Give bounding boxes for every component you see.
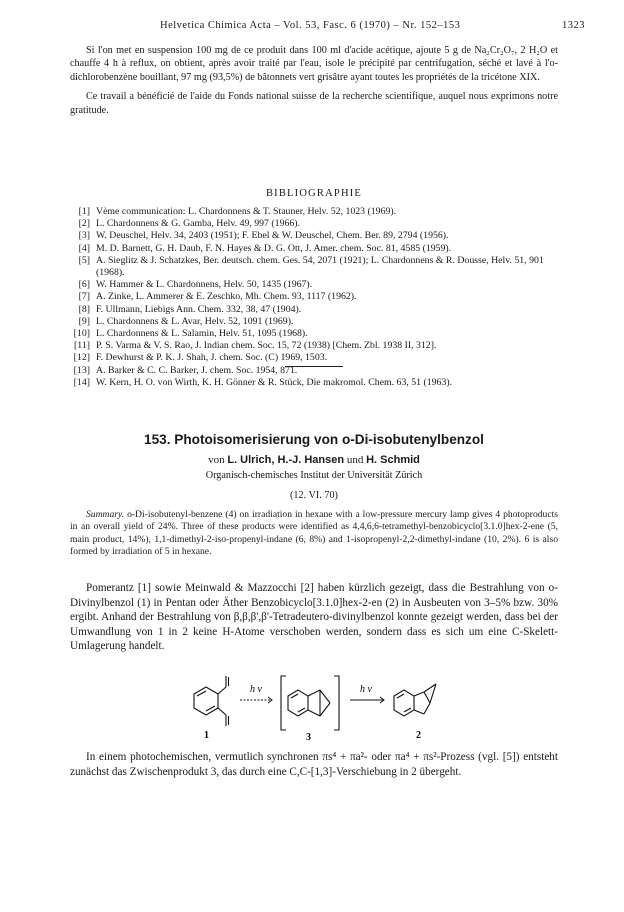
arrow-2 xyxy=(350,697,384,703)
arrow-1 xyxy=(240,697,272,703)
reference-list xyxy=(70,206,565,389)
reference-text: W. Deuschel, Helv. 34, 2403 (1951); F. Ebel & W. Deuschel, Chem. Ber. 89, 2794 (1956). xyxy=(96,230,449,242)
body-paragraph-1: Pomerantz [1] sowie Meinwald & Mazzocchi [2] haben kürzlich gezeigt, dass die Bestrahlung von o-Divinylbenzol (1) in Pentan oder Äther Benzobicyclo[3.1.0]hex-2-en (2) in Ausbeuten von 3–5% bzw. 30% ergibt. Anhand der Bestrahlung von β,β,β',β'-Tetradeutero-divinylbenzol konnte gezeigt werden, dass bei der Umwandlung von 1 in 2 keine H-Atome verschoben werden, sondern dass es sich um eine C-Skelett-Umlagerung handelt. xyxy=(70,582,558,653)
reference-text: P. S. Varma & V. S. Rao, J. Indian chem. Soc. 15, 72 (1938) [Chem. Zbl. 1938 II, 312]. xyxy=(96,340,437,352)
summary-label: Summary. xyxy=(86,509,125,520)
article-title: 153. Photoisomerisierung von o-Di-isobutenylbenzol xyxy=(144,432,484,447)
reference-item xyxy=(70,230,565,242)
reference-text: A. Barker & C. C. Barker, J. chem. Soc. 1954, 871. xyxy=(96,364,298,376)
reference-number: [9] xyxy=(78,315,90,327)
reference-number: [12] xyxy=(73,352,90,364)
reference-item xyxy=(70,279,565,291)
body-paragraph-1-block xyxy=(70,581,558,654)
structure-1 xyxy=(194,676,229,726)
reference-number: [14] xyxy=(73,376,90,388)
body-paragraph-2-block xyxy=(70,750,558,779)
reference-item xyxy=(70,340,565,352)
author-names-1: L. Ulrich, H.-J. Hansen xyxy=(227,454,345,466)
reference-text: W. Hammer & L. Chardonnens, Helv. 50, 1435 (1967). xyxy=(96,279,313,291)
reference-item xyxy=(70,218,565,230)
reference-item xyxy=(70,206,565,218)
reference-item xyxy=(70,304,565,316)
summary xyxy=(70,509,558,559)
reference-number: [1] xyxy=(78,206,90,217)
reference-item xyxy=(70,243,565,255)
reference-text: F. Dewhurst & P. K. J. Shah, J. chem. Soc. (C) 1969, 1503. xyxy=(96,352,328,364)
institute: Organisch-chemisches Institut der Universität Zürich xyxy=(205,470,423,481)
reference-item xyxy=(70,255,565,279)
journal-name: Helvetica Chimica Acta – Vol. 53, Fasc. 6 (1970) – Nr. 152–153 xyxy=(160,20,461,31)
structure-3 xyxy=(281,676,339,730)
reference-text: L. Chardonnens & L. Salamin, Helv. 51, 1095 (1968). xyxy=(96,328,308,340)
summary-text: o-Di-isobutenyl-benzene (4) on irradiation in hexane with a low-pressure mercury lamp gives 4 photoproducts in an overall yield of 24%. Three of these products were identified as 4,4,6,6-tetramethyl-benzobicyclo[3.1.0]hex-2-ene (5, main product, 14%), 1,1-dimethyl-2-iso-propenyl-indane (6, 8%) and 1-isopropenyl-2,2-dimethyl-indane (10, 2%). 6 is also formed by irradiation of 5 in hexane. xyxy=(70,509,558,558)
reference-item xyxy=(70,377,565,389)
reference-number: [7] xyxy=(78,291,90,303)
compound-1-label: 1 xyxy=(204,730,209,741)
arrow-2-label: h ν xyxy=(360,684,372,695)
reference-item xyxy=(70,328,565,340)
reference-number: [13] xyxy=(73,364,90,376)
reference-text: L. Chardonnens & G. Gamba, Helv. 49, 997 (1966). xyxy=(96,218,300,230)
body-paragraph-2: In einem photochemischen, vermutlich synchronen πs⁴ + πa²- oder πa⁴ + πs²-Prozess (vgl. [5]) entsteht zunächst das Zwischenprodukt 3, das durch eine C,C-[1,3]-Verschiebung in 2 übergeht. xyxy=(70,751,558,778)
intro-paragraph-2: Ce travail a bénéficié de l'aide du Fonds national suisse de la recherche scientifique, auquel nous exprimons notre gratitude. xyxy=(70,91,558,116)
reaction-scheme xyxy=(180,668,450,746)
reference-text: W. Kern, H. O. von Wirth, K. H. Gönner & R. Stück, Die makromol. Chem. 63, 51 (1963). xyxy=(96,376,453,388)
reference-number: [8] xyxy=(78,303,90,315)
reference-text: Vème communication: L. Chardonnens & T. Stauner, Helv. 52, 1023 (1969). xyxy=(96,206,397,217)
bibliography-heading: BIBLIOGRAPHIE xyxy=(265,188,363,199)
authors-and: und xyxy=(346,454,364,466)
reference-text: L. Chardonnens & L. Avar, Helv. 52, 1091 (1969). xyxy=(96,315,294,327)
arrow-1-label: h ν xyxy=(250,684,262,695)
reference-number: [10] xyxy=(73,328,90,340)
author-names-2: H. Schmid xyxy=(366,454,420,466)
reference-text: A. Sieglitz & J. Schatzkes, Ber. deutsch. chem. Ges. 54, 2071 (1921); L. Chardonnens & R. Dousse, Helv. 51, 901 (1968). xyxy=(96,254,544,279)
structure-2 xyxy=(394,684,436,716)
intro-section xyxy=(70,44,558,117)
reference-number: [11] xyxy=(74,340,90,352)
reference-item xyxy=(70,352,565,364)
reference-number: [2] xyxy=(78,218,90,230)
reference-text: F. Ullmann, Liebigs Ann. Chem. 332, 38, 47 (1904). xyxy=(96,303,302,315)
reference-number: [5] xyxy=(78,254,90,266)
section-divider xyxy=(285,366,343,367)
reference-item xyxy=(70,291,565,303)
compound-2-label: 2 xyxy=(416,730,421,741)
reference-item xyxy=(70,316,565,328)
reference-number: [3] xyxy=(78,230,90,242)
reference-text: M. D. Barnett, G. H. Daub, F. N. Hayes & D. G. Ott, J. Amer. chem. Soc. 81, 4585 (1959). xyxy=(96,242,452,254)
compound-3-label: 3 xyxy=(306,732,311,743)
reference-number: [4] xyxy=(78,242,90,254)
reference-number: [6] xyxy=(78,279,90,291)
authors-line xyxy=(70,454,558,466)
received-date: (12. VI. 70) xyxy=(290,490,338,501)
reference-text: A. Zinke, L. Ammerer & E. Zeschko, Mh. Chem. 93, 1117 (1962). xyxy=(96,291,357,303)
intro-paragraph-1: Si l'on met en suspension 100 mg de ce produit dans 100 ml d'acide acétique, ajoute 5 g de Na₂Cr₂O₇, 2 H₂O et chauffe 4 h à reflux, on obtient, après avoir traité par l'eau, isole le précipité par centrifugation, séché et lavé à l'o-dichlorobenzène bouillant, 97 mg (93,5%) de bâtonnets vert grisâtre ayant toutes les propriétés de la tricétone XIX. xyxy=(70,45,558,83)
authors-prefix: von xyxy=(208,454,225,466)
page-number: 1323 xyxy=(562,20,585,31)
